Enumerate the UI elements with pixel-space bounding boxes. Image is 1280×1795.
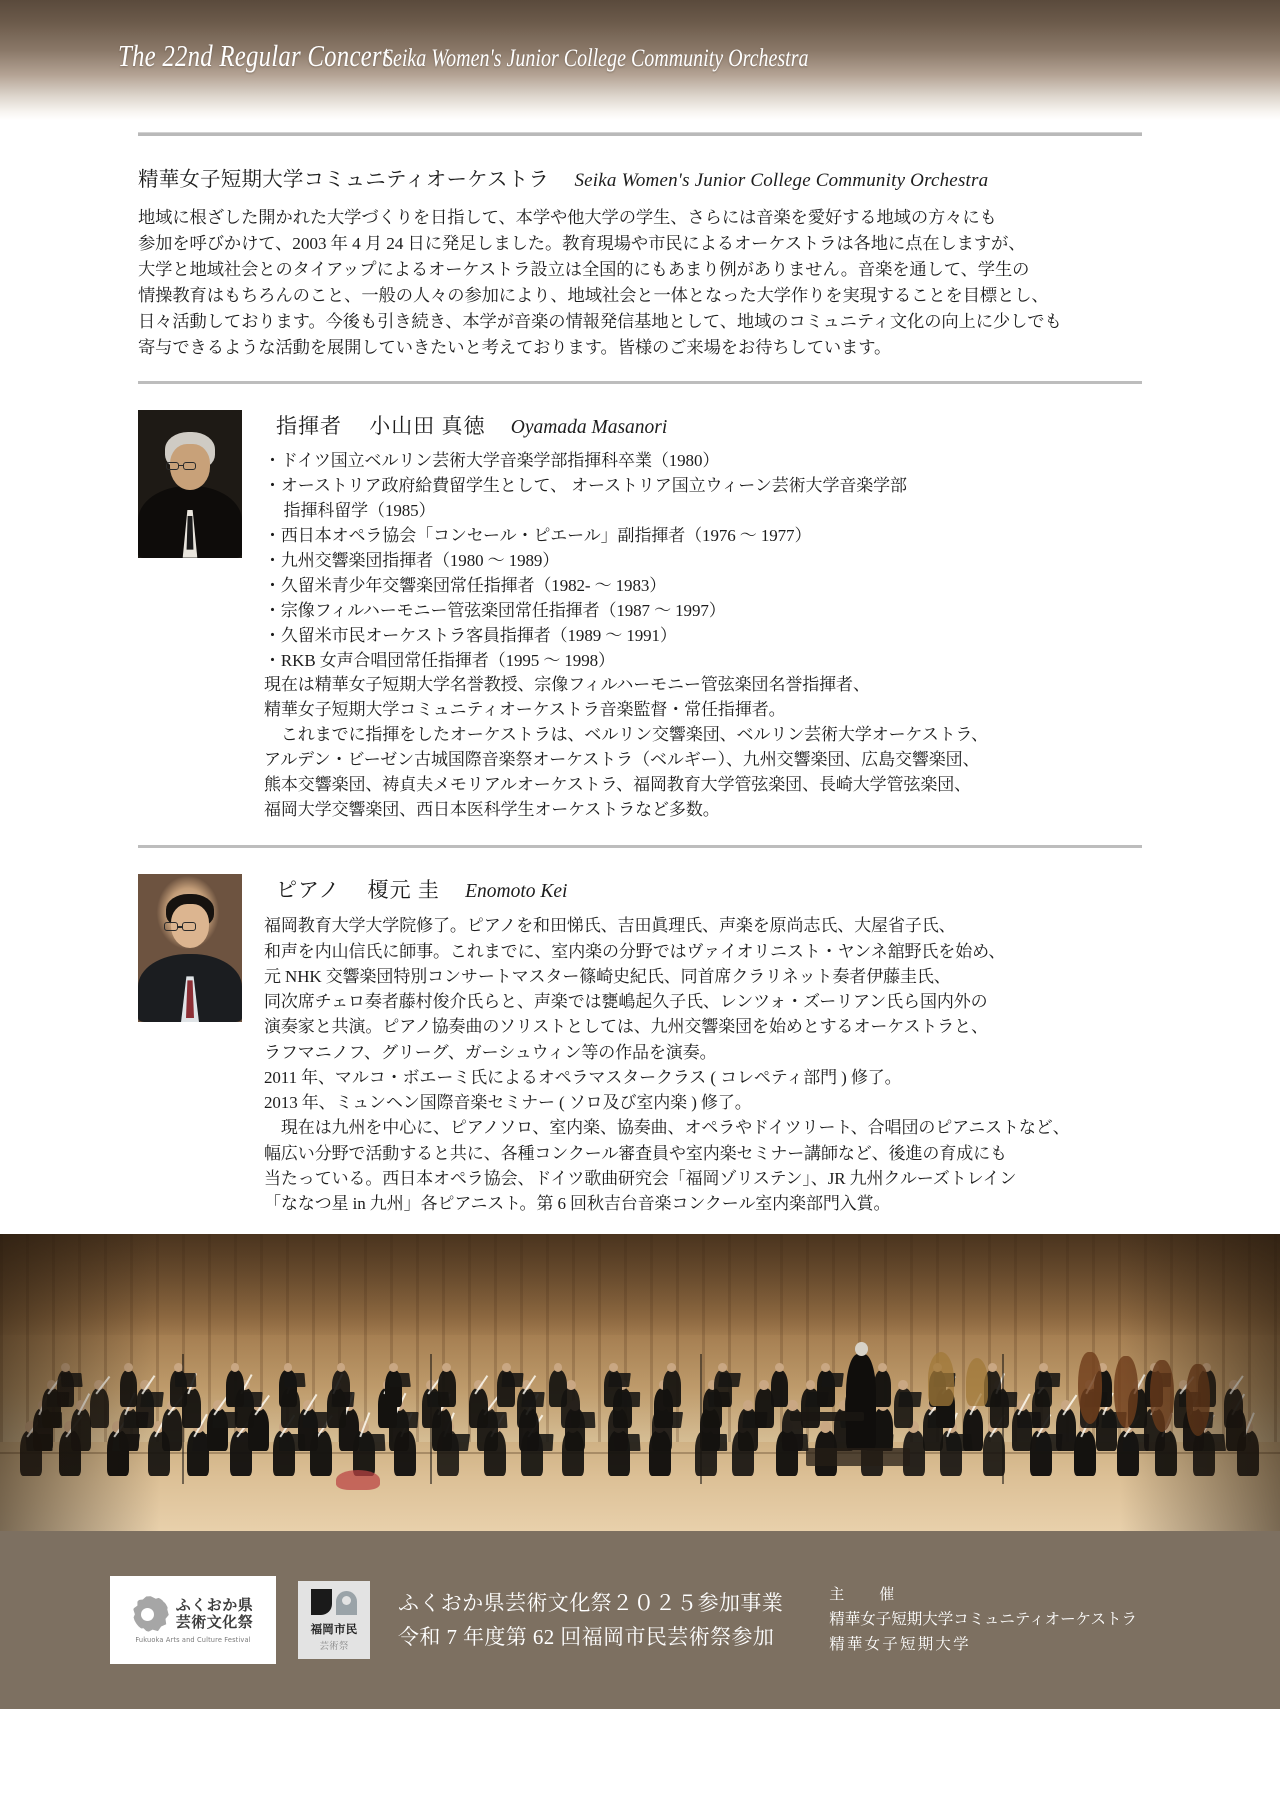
pianist-para-line: 当たっている。西日本オペラ協会、ドイツ歌曲研究会「福岡ゾリステン」、JR 九州クルーズトレイン [264, 1168, 1017, 1188]
musician-figure [226, 1370, 244, 1407]
microphone-stand [1002, 1354, 1004, 1484]
music-stand [1039, 1373, 1060, 1387]
conductor-bio-item: ・久留米青少年交響楽団常任指揮者（1982- ～ 1983） [264, 575, 667, 595]
pianist-name-jp: 榎元 圭 [367, 878, 440, 903]
divider-pianist [138, 845, 1142, 848]
music-stand [718, 1373, 741, 1387]
brass-instrument [928, 1352, 954, 1406]
pianist-para-line: 和声を内山信氏に師事。これまでに、室内楽の分野ではヴァイオリニスト・ヤンネ舘野氏を始め、 [264, 941, 1006, 961]
organizer-label: 主 催 [829, 1587, 905, 1604]
city-logo-line1: 福岡市民 [310, 1621, 358, 1636]
brass-instrument [966, 1358, 988, 1406]
musician-figure [663, 1370, 681, 1407]
conductor-para-line: 精華女子短期大学コミュニティオーケストラ音楽監督・常任指揮者。 [264, 700, 786, 720]
music-stand [389, 1373, 411, 1387]
orchestra-heading [138, 162, 1142, 192]
conductor-bio-item: ・西日本オペラ協会「コンセール・ピエール」副指揮者（1976 ～ 1977） [264, 525, 812, 545]
pianist-role: ピアノ [276, 878, 341, 903]
pianist-para-line: 福岡教育大学大学院修了。ピアノを和田悌氏、吉田眞理氏、声楽を原尚志氏、大屋省子氏、 [264, 916, 956, 936]
footer-organizer [829, 1583, 1137, 1657]
fukuoka-city-festival-logo [298, 1581, 370, 1659]
conductor-content [264, 410, 1142, 824]
musician-figure [874, 1370, 892, 1407]
conductor-music-stand [790, 1412, 864, 1421]
pianist-para-line: 現在は九州を中心に、ピアノソロ、室内楽、協奏曲、オペラやドイツリート、合唱団のピアニストなど、 [264, 1118, 1070, 1138]
conductor-bio-item: ・RKB 女声合唱団常任指揮者（1995 ～ 1998） [264, 650, 615, 670]
pianist-section [0, 874, 1280, 1216]
double-bass [1114, 1356, 1138, 1428]
music-stand [521, 1392, 545, 1407]
musician-figure [90, 1388, 109, 1428]
musician-head [389, 1363, 398, 1372]
header-title [118, 38, 915, 74]
musician-figure [469, 1388, 488, 1428]
music-stand [502, 1373, 524, 1387]
conductor-name-jp: 小山田 真徳 [369, 413, 486, 438]
fukuoka-prefecture-festival-logo [110, 1576, 276, 1664]
pianist-heading [264, 874, 1142, 904]
music-stand [140, 1392, 164, 1407]
pianist-paragraph [264, 913, 1142, 1216]
musician-head [743, 1400, 753, 1411]
conductor-paragraph [264, 673, 1142, 823]
conductor-portrait-wrap [138, 410, 242, 824]
divider-conductor [138, 381, 1142, 384]
pianist-name-en: Enomoto Kei [465, 881, 568, 903]
participation-line: ふくおか県芸術文化祭２０２５参加事業 [398, 1591, 784, 1616]
music-stand [212, 1412, 238, 1428]
conductor-portrait-image [138, 410, 242, 558]
microphone-stand [182, 1354, 184, 1484]
orchestra-line: 情操教育はもちろんのこと、一般の人々の参加により、地域社会と一体となった大学作りを実現することを目標とし、 [138, 285, 1049, 305]
music-stand [394, 1412, 419, 1428]
musician-head [502, 1363, 511, 1372]
organizer-line: 精華女子短期大学コミュニティオーケストラ [829, 1611, 1138, 1629]
orchestra-paragraph [138, 205, 1142, 361]
music-stand [61, 1373, 83, 1387]
conductor-heading [264, 410, 1142, 440]
music-stand [303, 1412, 328, 1428]
pianist-para-line: 「ななつ星 in 九州」各ピアニスト。第 6 回秋吉台音楽コンクール室内楽部門入賞。 [264, 1193, 891, 1213]
orchestra-line: 参加を呼びかけて、2003 年 4 月 24 日に発足しました。教育現場や市民によるオーケストラは各地に点在しますが、 [138, 233, 1026, 253]
pianist-content [264, 874, 1142, 1216]
conductor-bio-list [264, 449, 1142, 674]
orchestra-line: 日々活動しております。今後も引き続き、本学が音楽の情報発信基地として、地域のコミュニティ文化の向上に少しでも [138, 311, 1062, 331]
pref-logo-line2: 芸術文化祭 [175, 1613, 254, 1632]
participation-line: 令和 7 年度第 62 回福岡市民芸術祭参加 [398, 1625, 775, 1650]
conductor-para-line: 現在は精華女子短期大学名誉教授、宗像フィルハーモニー管弦楽団名誉指揮者、 [264, 675, 870, 695]
conductor-podium [806, 1448, 910, 1466]
conductor-para-line: これまでに指揮をしたオーケストラは、ベルリン交響楽団、ベルリン芸術大学オーケストラ、 [264, 725, 988, 745]
conductor-section [0, 410, 1280, 824]
microphone-stand [430, 1354, 432, 1484]
musician-head [61, 1363, 70, 1372]
pianist-para-line: 2013 年、ミュンヘン国際音楽セミナー ( ソロ及び室内楽 ) 修了。 [264, 1093, 752, 1113]
double-bass [1186, 1364, 1210, 1436]
pianist-para-line: 同次席チェロ奏者藤村俊介氏らと、声楽では甕嶋起久子氏、レンツォ・ズーリアン氏ら国内外の [264, 992, 988, 1012]
orchestra-line: 大学と地域社会とのタイアップによるオーケストラ設立は全国的にもあまり例がありません。音楽を通して、学生の [138, 259, 1030, 279]
microphone-stand [700, 1354, 702, 1484]
music-stand [174, 1373, 195, 1387]
pianist-para-line: 演奏家と共演。ピアノ協奏曲のソリストとしては、九州交響楽団を始めとするオーケストラと、 [264, 1017, 988, 1037]
musician-head [1039, 1363, 1048, 1372]
conductor-figure [846, 1354, 876, 1450]
musician-figure [1074, 1430, 1096, 1476]
pianist-para-line: 元 NHK 交響楽団特別コンサートマスター篠崎史紀氏、同首席クラリネット奏者伊藤圭氏、 [264, 966, 951, 986]
orchestra-line: 地域に根ざした開かれた大学づくりを日指して、本学や他大学の学生、さらには音楽を愛好する地域の方々にも [138, 208, 997, 227]
city-mark-icon [311, 1589, 357, 1617]
conductor-bio-item: ・ドイツ国立ベルリン芸術大学音楽学部指揮科卒業（1980） [264, 450, 720, 470]
pianist-para-line: 幅広い分野で活動すると共に、各種コンクール審査員や室内楽セミナー講師など、後進の育成にも [264, 1143, 1007, 1163]
city-logo-line2: 芸術祭 [319, 1640, 349, 1652]
musician-figure [549, 1370, 567, 1407]
divider-top [138, 132, 1142, 136]
conductor-para-line: 熊本交響楽団、祷貞夫メモリアルオーケストラ、福岡教育大学管弦楽団、長崎大学管弦楽団、 [264, 775, 972, 795]
conductor-para-line: アルデン・ビーゼン古城国際音楽祭オーケストラ（ベルギー）、九州交響楽団、広島交響楽団、 [264, 750, 980, 770]
organizer-line: 精華女子短期大学 [829, 1636, 971, 1654]
orchestra-heading-en: Seika Women's Junior College Community Orchestra [574, 170, 989, 191]
musician-figure [771, 1370, 789, 1407]
musician-figure [162, 1408, 182, 1450]
musician-head [609, 1363, 618, 1372]
photo-hall-ceiling [0, 1234, 1280, 1335]
musician-figure [438, 1370, 456, 1407]
music-stand [284, 1373, 306, 1387]
music-stand [358, 1434, 385, 1451]
pref-logo-line1: ふくおか県 [175, 1595, 254, 1614]
musician-figure [1056, 1408, 1076, 1450]
musician-head [988, 1363, 997, 1372]
page-body [0, 120, 1280, 1709]
conductor-para-line: 福岡大学交響楽団、西日本医科学生オーケストラなど多数。 [264, 800, 720, 820]
music-stand [821, 1373, 843, 1387]
pref-logo-english: Fukuoka Arts and Culture Festival [135, 1636, 251, 1645]
musician-head [124, 1363, 133, 1372]
orchestra-stage-photo [0, 1234, 1280, 1531]
musician-figure [332, 1370, 350, 1407]
conductor-role: 指揮者 [276, 413, 342, 438]
header-title-sub: Seika Women's Junior College Community Orchestra [382, 45, 809, 72]
conductor-bio-item: ・オーストリア政府給費留学生として、 オーストリア国立ウィーン芸術大学音楽学部 [264, 475, 907, 495]
double-bass [1150, 1360, 1174, 1432]
musician-figure [963, 1408, 983, 1450]
conductor-bio-item: ・久留米市民オーケストラ客員指揮者（1989 ～ 1991） [264, 625, 677, 645]
conductor-bio-item: 指揮科留学（1985） [283, 500, 436, 520]
conductor-name-en: Oyamada Masanori [510, 416, 668, 438]
musician-figure [120, 1370, 138, 1407]
orchestra-line: 寄与できるような活動を展開していきたいと考えております。皆様のご来場をお待ちしています。 [138, 337, 892, 357]
orchestra-section [0, 162, 1280, 361]
musician-head [787, 1400, 797, 1411]
music-stand [898, 1392, 922, 1407]
orchestra-heading-jp: 精華女子短期大学コミュニティオーケストラ [138, 169, 550, 191]
flower-gear-icon [133, 1596, 169, 1632]
conductor-bio-item: ・宗像フィルハーモニー管弦楽団常任指揮者（1987 ～ 1997） [264, 600, 726, 620]
footer [0, 1531, 1280, 1709]
soloist-accent [336, 1470, 380, 1490]
musician-figure [71, 1408, 91, 1450]
music-stand [608, 1373, 630, 1387]
footer-participation [398, 1586, 783, 1654]
pianist-portrait-wrap [138, 874, 242, 1216]
header-banner [0, 0, 1280, 120]
pianist-para-line: 2011 年、マルコ・ボエーミ氏によるオペラマスタークラス ( コレペティ部門 ) 修了。 [264, 1067, 902, 1087]
musician-figure [1224, 1388, 1243, 1428]
double-bass [1078, 1352, 1102, 1424]
pianist-portrait-image [138, 874, 242, 1022]
conductor-bio-item: ・九州交響楽団指揮者（1980 ～ 1989） [264, 550, 560, 570]
header-title-main: The 22nd Regular Concert [118, 38, 389, 73]
pianist-para-line: ラフマニノフ、グリーグ、ガーシュウィン等の作品を演奏。 [264, 1042, 717, 1062]
